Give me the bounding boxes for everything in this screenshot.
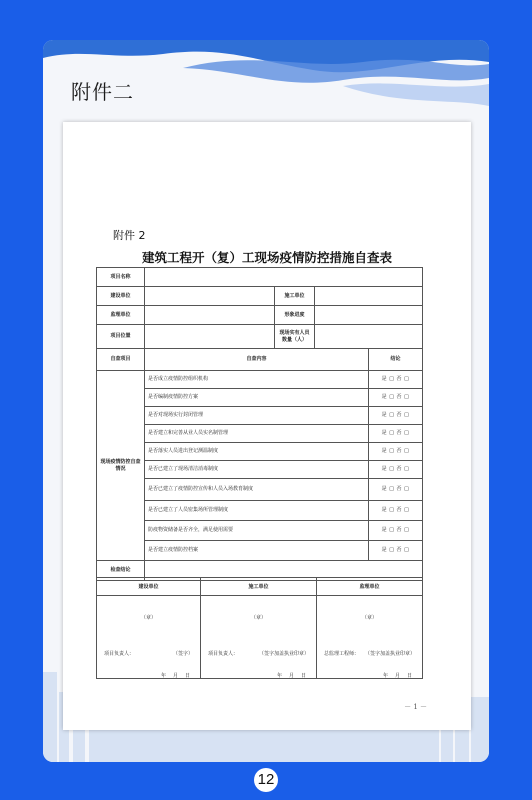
check-row <box>97 501 423 521</box>
signature-note: （签字加盖执业印章） <box>364 651 415 657</box>
seal-mark: （章） <box>361 615 377 621</box>
date-line: 年 月 日 <box>160 673 191 679</box>
signature-unit: 施工单位 <box>201 578 317 596</box>
check-item: 是否已建立了人员密集场所管理制度 <box>145 501 369 521</box>
check-item: 是否编制疫情防控方案 <box>145 389 369 407</box>
signature-header-row <box>97 578 423 596</box>
label-project-name: 项目名称 <box>97 268 145 287</box>
signature-unit: 建设单位 <box>97 578 201 596</box>
row-headers <box>97 349 423 371</box>
signature-cell-construction <box>97 596 201 679</box>
label-onsite-people: 现场实有人员数量（人） <box>275 325 315 349</box>
check-row <box>97 443 423 461</box>
check-options[interactable]: 是 □ 否 □ <box>369 461 423 479</box>
check-row <box>97 521 423 541</box>
responsible-line <box>324 650 415 657</box>
responsible-label: 项目负责人： <box>104 651 135 657</box>
signature-cell-supervision <box>317 596 423 679</box>
check-item: 是否对现场实行封闭管理 <box>145 407 369 425</box>
check-item: 是否已建立了疫情防控宣传和人员入场教育制度 <box>145 479 369 501</box>
signature-body-row <box>97 596 423 679</box>
progress-value <box>315 306 423 325</box>
label-builder-unit: 施工单位 <box>275 287 315 306</box>
self-check-table <box>96 267 423 581</box>
responsible-line <box>208 650 309 657</box>
page-badge: 12 <box>254 768 278 792</box>
location-value <box>145 325 275 349</box>
row-supervision <box>97 306 423 325</box>
document-page <box>63 122 471 730</box>
check-item: 是否建立疫情防控档案 <box>145 541 369 561</box>
page-heading: 附件二 <box>71 80 134 104</box>
builder-unit-value <box>315 287 423 306</box>
check-item: 是否已建立了现场清洁消毒制度 <box>145 461 369 479</box>
seal-mark: （章） <box>250 615 266 621</box>
header-item: 自查项目 <box>97 349 145 371</box>
header-conclusion: 结论 <box>369 349 423 371</box>
project-name-value <box>145 268 423 287</box>
document-title: 建筑工程开（复）工现场疫情防控措施自查表 <box>141 250 392 265</box>
check-options[interactable]: 是 □ 否 □ <box>369 501 423 521</box>
check-row <box>97 461 423 479</box>
check-options[interactable]: 是 □ 否 □ <box>369 479 423 501</box>
date-line: 年 月 日 <box>276 673 307 679</box>
check-item: 防疫物资储备是否齐全，满足使用需要 <box>145 521 369 541</box>
row-project-name <box>97 268 423 287</box>
check-options[interactable]: 是 □ 否 □ <box>369 425 423 443</box>
check-row <box>97 479 423 501</box>
signature-cell-builder <box>201 596 317 679</box>
responsible-label: 总监理工程师： <box>324 651 360 657</box>
label-progress: 形象进度 <box>275 306 315 325</box>
construction-unit-value <box>145 287 275 306</box>
signature-note: （签字） <box>172 651 193 657</box>
date-line: 年 月 日 <box>382 673 413 679</box>
signature-unit: 监理单位 <box>317 578 423 596</box>
seal-mark: （章） <box>140 615 156 621</box>
label-location: 项目位置 <box>97 325 145 349</box>
check-options[interactable]: 是 □ 否 □ <box>369 521 423 541</box>
onsite-people-value <box>315 325 423 349</box>
label-supervision-unit: 监理单位 <box>97 306 145 325</box>
attachment-label: 附件 2 <box>113 229 146 242</box>
label-construction-unit: 建设单位 <box>97 287 145 306</box>
check-row <box>97 389 423 407</box>
check-item: 是否成立疫情防控组织机构 <box>145 371 369 389</box>
responsible-line <box>104 650 193 657</box>
page-number: － 1 － <box>404 703 427 711</box>
row-units <box>97 287 423 306</box>
check-options[interactable]: 是 □ 否 □ <box>369 389 423 407</box>
check-row <box>97 407 423 425</box>
check-options[interactable]: 是 □ 否 □ <box>369 371 423 389</box>
check-row <box>97 425 423 443</box>
check-row <box>97 541 423 561</box>
check-options[interactable]: 是 □ 否 □ <box>369 541 423 561</box>
header-content: 自查内容 <box>145 349 369 371</box>
signature-table <box>96 577 423 679</box>
check-row <box>97 371 423 389</box>
check-item: 是否建立和完善从业人员实名制管理 <box>145 425 369 443</box>
conclusion-label: 检查结论 <box>97 561 145 581</box>
document-card <box>43 40 489 762</box>
category-label: 现场疫情防控自查情况 <box>97 371 145 561</box>
responsible-label: 项目负责人： <box>208 651 239 657</box>
check-options[interactable]: 是 □ 否 □ <box>369 443 423 461</box>
row-location <box>97 325 423 349</box>
signature-note: （签字加盖执业印章） <box>258 651 309 657</box>
check-options[interactable]: 是 □ 否 □ <box>369 407 423 425</box>
check-item: 是否落实人员进出登记测温制度 <box>145 443 369 461</box>
supervision-unit-value <box>145 306 275 325</box>
